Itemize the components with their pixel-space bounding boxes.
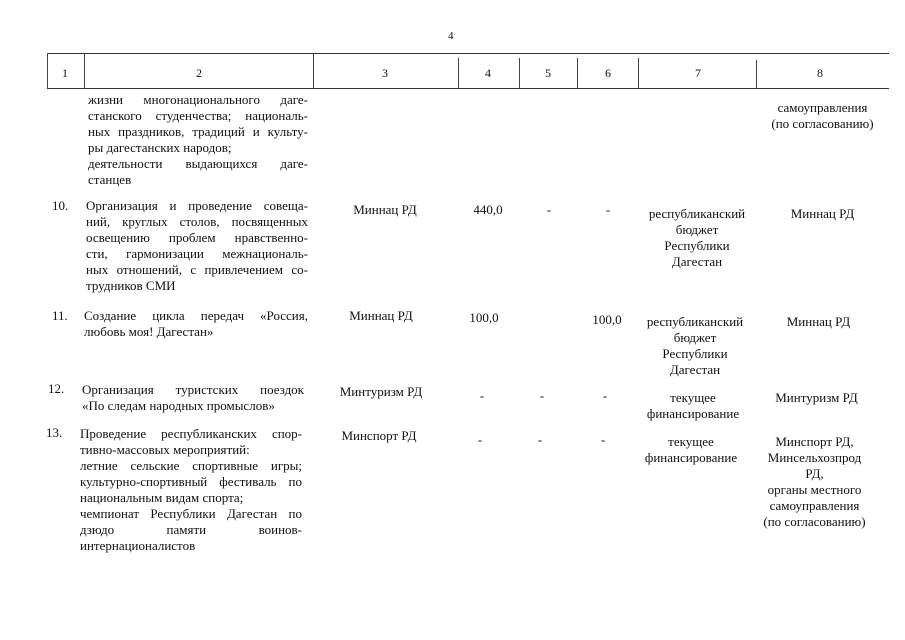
- header-separator: [84, 53, 85, 88]
- row-col6: -: [605, 202, 611, 217]
- column-header: 4: [485, 66, 491, 80]
- row-number: 13.: [46, 425, 63, 440]
- continuation-description: жизни многонационального даге- станского студенчества; националь- ных праздников, традиций и культу- ры дагестанских народов; деятельности выдающихся даге- станцев: [88, 92, 308, 187]
- row-executor: Миннац РД: [349, 308, 413, 323]
- header-separator: [756, 60, 757, 88]
- row-col6: -: [600, 432, 606, 447]
- header-separator: [313, 53, 314, 88]
- row-description: Проведение республиканских спор- тивно-массовых мероприятий: летние сельские спортивные игры; культурно-спортивный фестиваль по национальным видам спорта; чемпионат Республики Дагестан по дзюдо памяти воинов- интернационалистов: [80, 426, 302, 553]
- header-separator: [47, 53, 48, 88]
- row-executor: Минтуризм РД: [339, 384, 423, 399]
- header-separator: [577, 58, 578, 88]
- row-col6: -: [602, 388, 608, 403]
- row-funding-source: республиканский бюджет Республики Дагестан: [648, 206, 746, 269]
- row-funding-source: республиканский бюджет Республики Дагестан: [646, 314, 744, 377]
- row-partners: Миннац РД: [790, 206, 855, 221]
- column-header: 8: [817, 66, 823, 80]
- row-col4: -: [479, 388, 485, 403]
- column-header: 7: [695, 66, 701, 80]
- header-separator: [638, 58, 639, 88]
- row-col4: -: [477, 432, 483, 447]
- row-description: Организация туристских поездок «По следам народных промыслов»: [82, 382, 304, 413]
- continuation-partners: самоуправления (по согласованию): [771, 100, 874, 131]
- row-description: Создание цикла передач «Россия, любовь моя! Дагестан»: [84, 308, 308, 339]
- column-header: 3: [382, 66, 388, 80]
- row-partners: Минтуризм РД: [775, 390, 858, 405]
- row-number: 10.: [52, 198, 69, 213]
- page-number: 4: [448, 30, 454, 42]
- row-col4: 100,0: [469, 310, 499, 325]
- row-description: Организация и проведение совеща- ний, круглых столов, посвященных освещению проблем нравственно- сти, гармонизации межнациональ- ных отношений, с привлечением со- трудников СМИ: [86, 198, 308, 293]
- header-separator: [519, 58, 520, 88]
- row-col5: -: [546, 202, 552, 217]
- row-number: 12.: [48, 381, 65, 396]
- column-header: 2: [196, 66, 202, 80]
- row-partners: Минспорт РД, Минсельхозпрод РД, органы местного самоуправления (по согласованию): [763, 434, 866, 529]
- column-header: 1: [62, 66, 68, 80]
- row-executor: Минспорт РД: [341, 428, 417, 443]
- header-bottom-rule: [47, 88, 889, 89]
- row-col6: 100,0: [592, 312, 622, 327]
- row-funding-source: текущее финансирование: [646, 390, 740, 421]
- column-header: 6: [605, 66, 611, 80]
- row-executor: Миннац РД: [353, 202, 417, 217]
- row-col4: 440,0: [473, 202, 503, 217]
- column-header: 5: [545, 66, 551, 80]
- header-separator: [458, 58, 459, 88]
- row-partners: Миннац РД: [786, 314, 851, 329]
- row-col5: -: [539, 388, 545, 403]
- row-col5: -: [537, 432, 543, 447]
- row-funding-source: текущее финансирование: [644, 434, 738, 465]
- header-top-rule: [47, 53, 889, 54]
- row-number: 11.: [52, 308, 68, 323]
